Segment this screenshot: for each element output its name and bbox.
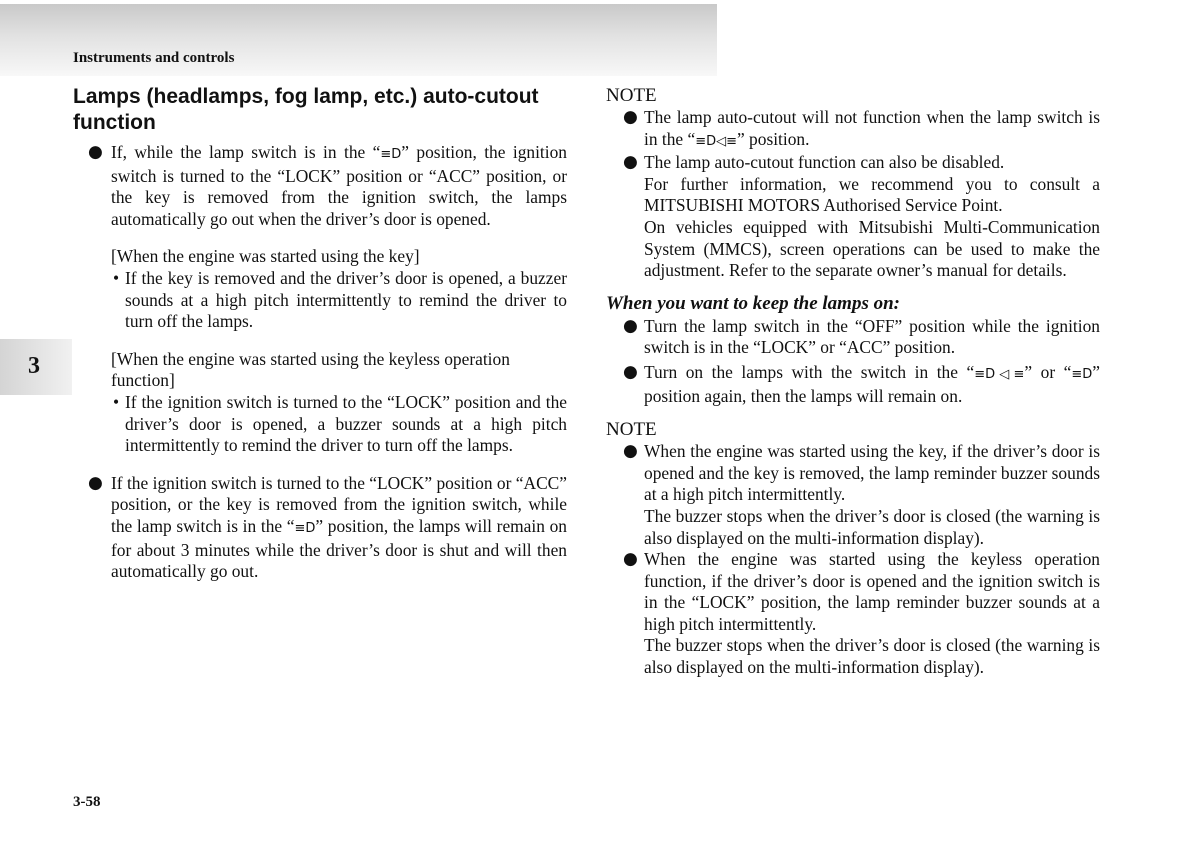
sub-bullet-icon: • xyxy=(113,391,120,412)
headlamp-icon: ≡D xyxy=(1071,366,1093,382)
bullet-text: ” position, the lamps will remain on for about 3 minutes while the driver’s door is shut and will then automatically go out. xyxy=(111,515,567,582)
note-text: The buzzer stops when the driver’s door is closed (the warning is also displayed on the multi-information display). xyxy=(644,505,1100,548)
note-text: ” position. xyxy=(736,128,810,149)
bullet-icon: ● xyxy=(88,472,103,493)
bullet-text: If the ignition switch is turned to the “LOCK” position or “ACC” position, or the key is removed from the ignition switch, while the lamp switch is in the “ xyxy=(111,472,567,536)
bullet-text: ” or “ xyxy=(1024,361,1072,382)
bullet-item xyxy=(73,473,567,583)
bullet-text: If, while the lamp switch is in the “ xyxy=(111,142,381,162)
headlamp-icon: ≡D xyxy=(380,147,402,162)
note-item xyxy=(606,441,1100,549)
note-text: The lamp auto-cutout function can also be disabled. xyxy=(644,152,1005,173)
note-text: For further information, we recommend you to consult a MITSUBISHI MOTORS Authorised Service Point. xyxy=(644,173,1100,216)
bullet-icon: ● xyxy=(623,549,638,570)
bullet-icon: ● xyxy=(623,315,638,336)
keyless-start-heading: [When the engine was started using the keyless operation function] xyxy=(111,348,510,391)
headlamp-icon: ≡D xyxy=(294,520,316,536)
key-start-block xyxy=(73,246,567,332)
section-title: Lamps (headlamps, fog lamp, etc.) auto-cutout function xyxy=(73,85,539,134)
bullet-icon: ● xyxy=(88,142,103,162)
note-text: When the engine was started using the keyless operation function, if the driver’s door is opened and the ignition switch is in the “LOCK” position, the lamp reminder buzzer sounds at a high pitch intermittently. xyxy=(644,549,1100,634)
note-item xyxy=(606,549,1100,679)
subheading: When you want to keep the lamps on: xyxy=(606,292,900,314)
bullet-text: ” position, the ignition switch is turned to the “LOCK” position or “ACC” position, or the key is removed from the ignition switch, the lamps automatically go out when the driver’s door is opened. xyxy=(111,142,567,229)
note-text: The buzzer stops when the driver’s door is closed (the warning is also displayed on the multi-information display). xyxy=(644,635,1100,678)
bullet-item xyxy=(606,362,1100,407)
note-heading: NOTE xyxy=(606,85,657,106)
sub-bullet-item xyxy=(111,268,567,333)
section-label: Instruments and controls xyxy=(73,50,235,66)
note-item xyxy=(606,107,1100,152)
note-text: On vehicles equipped with Mitsubishi Multi-Communication System (MMCS), screen operations can be used to make the adjustment. Refer to the separate owner’s manual for details. xyxy=(644,216,1100,281)
sub-bullet-text: If the ignition switch is turned to the “LOCK” position and the driver’s door is opened, a buzzer sounds at a high pitch intermittently to remind the driver to turn off the lamps. xyxy=(125,391,567,456)
bullet-item xyxy=(73,142,567,230)
bullet-icon: ● xyxy=(623,152,638,173)
sub-bullet-item xyxy=(111,392,567,457)
note-text: The lamp auto-cutout will not function when the lamp switch is in the “ xyxy=(644,107,1100,149)
position-lamp-icon: ≡D◁≡ xyxy=(974,366,1025,382)
right-column xyxy=(606,85,1100,679)
keyless-start-block xyxy=(73,349,567,457)
position-lamp-icon: ≡D◁≡ xyxy=(695,133,737,149)
page-number: 3-58 xyxy=(73,794,101,810)
bullet-text: ” position again, then the lamps will remain on. xyxy=(644,361,1101,406)
note-heading: NOTE xyxy=(606,419,657,441)
key-start-heading: [When the engine was started using the key] xyxy=(111,246,420,267)
chapter-number: 3 xyxy=(28,353,40,379)
sub-bullet-icon: • xyxy=(113,267,120,288)
note-text: When the engine was started using the key, if the driver’s door is opened and the key is removed, the lamp reminder buzzer sounds at a high pitch intermittently. xyxy=(644,441,1100,505)
left-column xyxy=(73,84,567,583)
note-item xyxy=(606,152,1100,282)
sub-bullet-text: If the key is removed and the driver’s door is opened, a buzzer sounds at a high pitch intermittently to remind the driver to turn off the lamps. xyxy=(125,267,567,332)
bullet-item xyxy=(606,316,1100,359)
bullet-text: Turn on the lamps with the switch in the “ xyxy=(644,361,975,382)
bullet-icon: ● xyxy=(623,107,638,127)
bullet-icon: ● xyxy=(623,361,638,382)
bullet-text: Turn the lamp switch in the “OFF” position while the ignition switch is in the “LOCK” or “ACC” position. xyxy=(644,315,1100,358)
bullet-icon: ● xyxy=(623,441,638,462)
